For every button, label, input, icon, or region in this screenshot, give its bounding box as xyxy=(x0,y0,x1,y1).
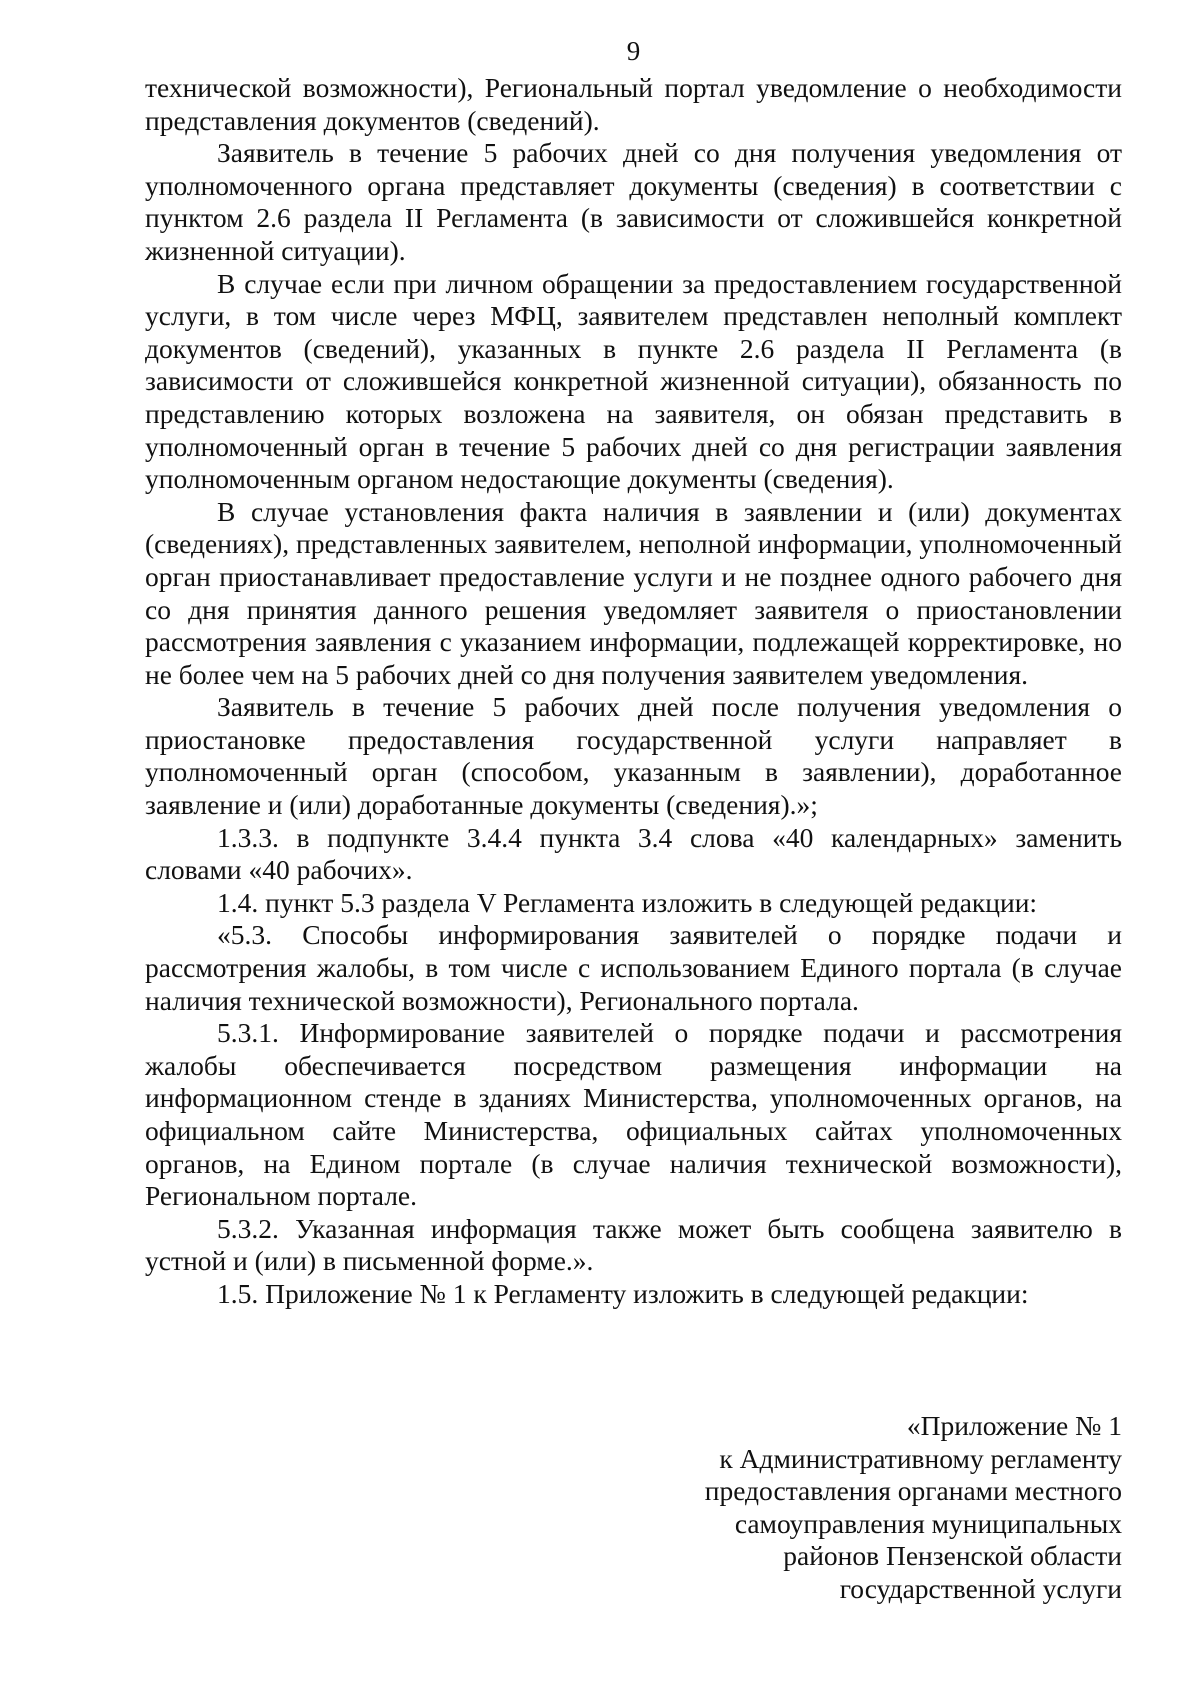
document-page xyxy=(145,36,1122,1311)
paragraph-5-3-1: 5.3.1. Информирование заявителей о порядке подачи и рассмотрения жалобы обеспечивается посредством размещения информации на информационном стенде в зданиях Министерства, уполномоченных органов, на официальном сайте Министерства, официальных сайтах уполномоченных органов, на Едином портале (в случае наличия технической возможности), Региональном портале. xyxy=(145,1017,1122,1212)
appendix-line: предоставления органами местного xyxy=(704,1475,1122,1507)
paragraph-applicant-deadline: Заявитель в течение 5 рабочих дней со дня получения уведомления от уполномоченного органа представляет документы (сведения) в соответствии с пунктом 2.6 раздела II Регламента (в зависимости от сложившейся конкретной жизненной ситуации). xyxy=(145,137,1122,266)
paragraph-1-3-3: 1.3.3. в подпункте 3.4.4 пункта 3.4 слова «40 календарных» заменить словами «40 рабочих». xyxy=(145,821,1122,886)
page-number: 9 xyxy=(626,36,641,66)
paragraph-1-5: 1.5. Приложение № 1 к Регламенту изложить в следующей редакции: xyxy=(217,1277,1029,1309)
appendix-line: «Приложение № 1 xyxy=(906,1410,1122,1441)
paragraph-continuation: технической возможности), Региональный портал уведомление о необходимости представления документов (сведений). xyxy=(145,72,1122,136)
appendix-line: к Административному регламенту xyxy=(719,1442,1122,1474)
paragraph-1-4: 1.4. пункт 5.3 раздела V Регламента изложить в следующей редакции: xyxy=(217,886,1038,918)
paragraph-incomplete-documents: В случае если при личном обращении за предоставлением государственной услуги, в том числе через МФЦ, заявителем представлен неполный комплект документов (сведений), указанных в пункте 2.6 раздела II Регламента (в зависимости от сложившейся конкретной жизненной ситуации), обязанность по представлению которых возложена на заявителя, он обязан представить в уполномоченный орган в течение 5 рабочих дней со дня регистрации заявления уполномоченным органом недостающие документы (сведения). xyxy=(145,267,1122,495)
appendix-line: районов Пензенской области xyxy=(783,1540,1122,1572)
appendix-line: государственной услуги xyxy=(839,1572,1122,1604)
paragraph-suspension: В случае установления факта наличия в заявлении и (или) документах (сведениях), представленных заявителем, неполной информации, уполномоченный орган приостанавливает предоставление услуги и не позднее одного рабочего дня со дня принятия данного решения уведомляет заявителя о приостановлении рассмотрения заявления с указанием информации, подлежащей корректировке, но не более чем на 5 рабочих дней со дня получения заявителем уведомления. xyxy=(145,495,1122,690)
paragraph-5-3: «5.3. Способы информирования заявителей о порядке подачи и рассмотрения жалобы, в том числе с использованием Единого портала (в случае наличия технической возможности), Регионального портала. xyxy=(145,919,1122,1016)
appendix-line: самоуправления муниципальных xyxy=(734,1507,1122,1539)
paragraph-5-3-2: 5.3.2. Указанная информация также может быть сообщена заявителю в устной и (или) в письменной форме.». xyxy=(145,1212,1122,1277)
appendix-heading-block xyxy=(705,1410,1122,1606)
paragraph-revised-application: Заявитель в течение 5 рабочих дней после получения уведомления о приостановке предоставления государственной услуги направляет в уполномоченный орган (способом, указанным в заявлении), доработанное заявление и (или) доработанные документы (сведения).»; xyxy=(145,691,1122,821)
